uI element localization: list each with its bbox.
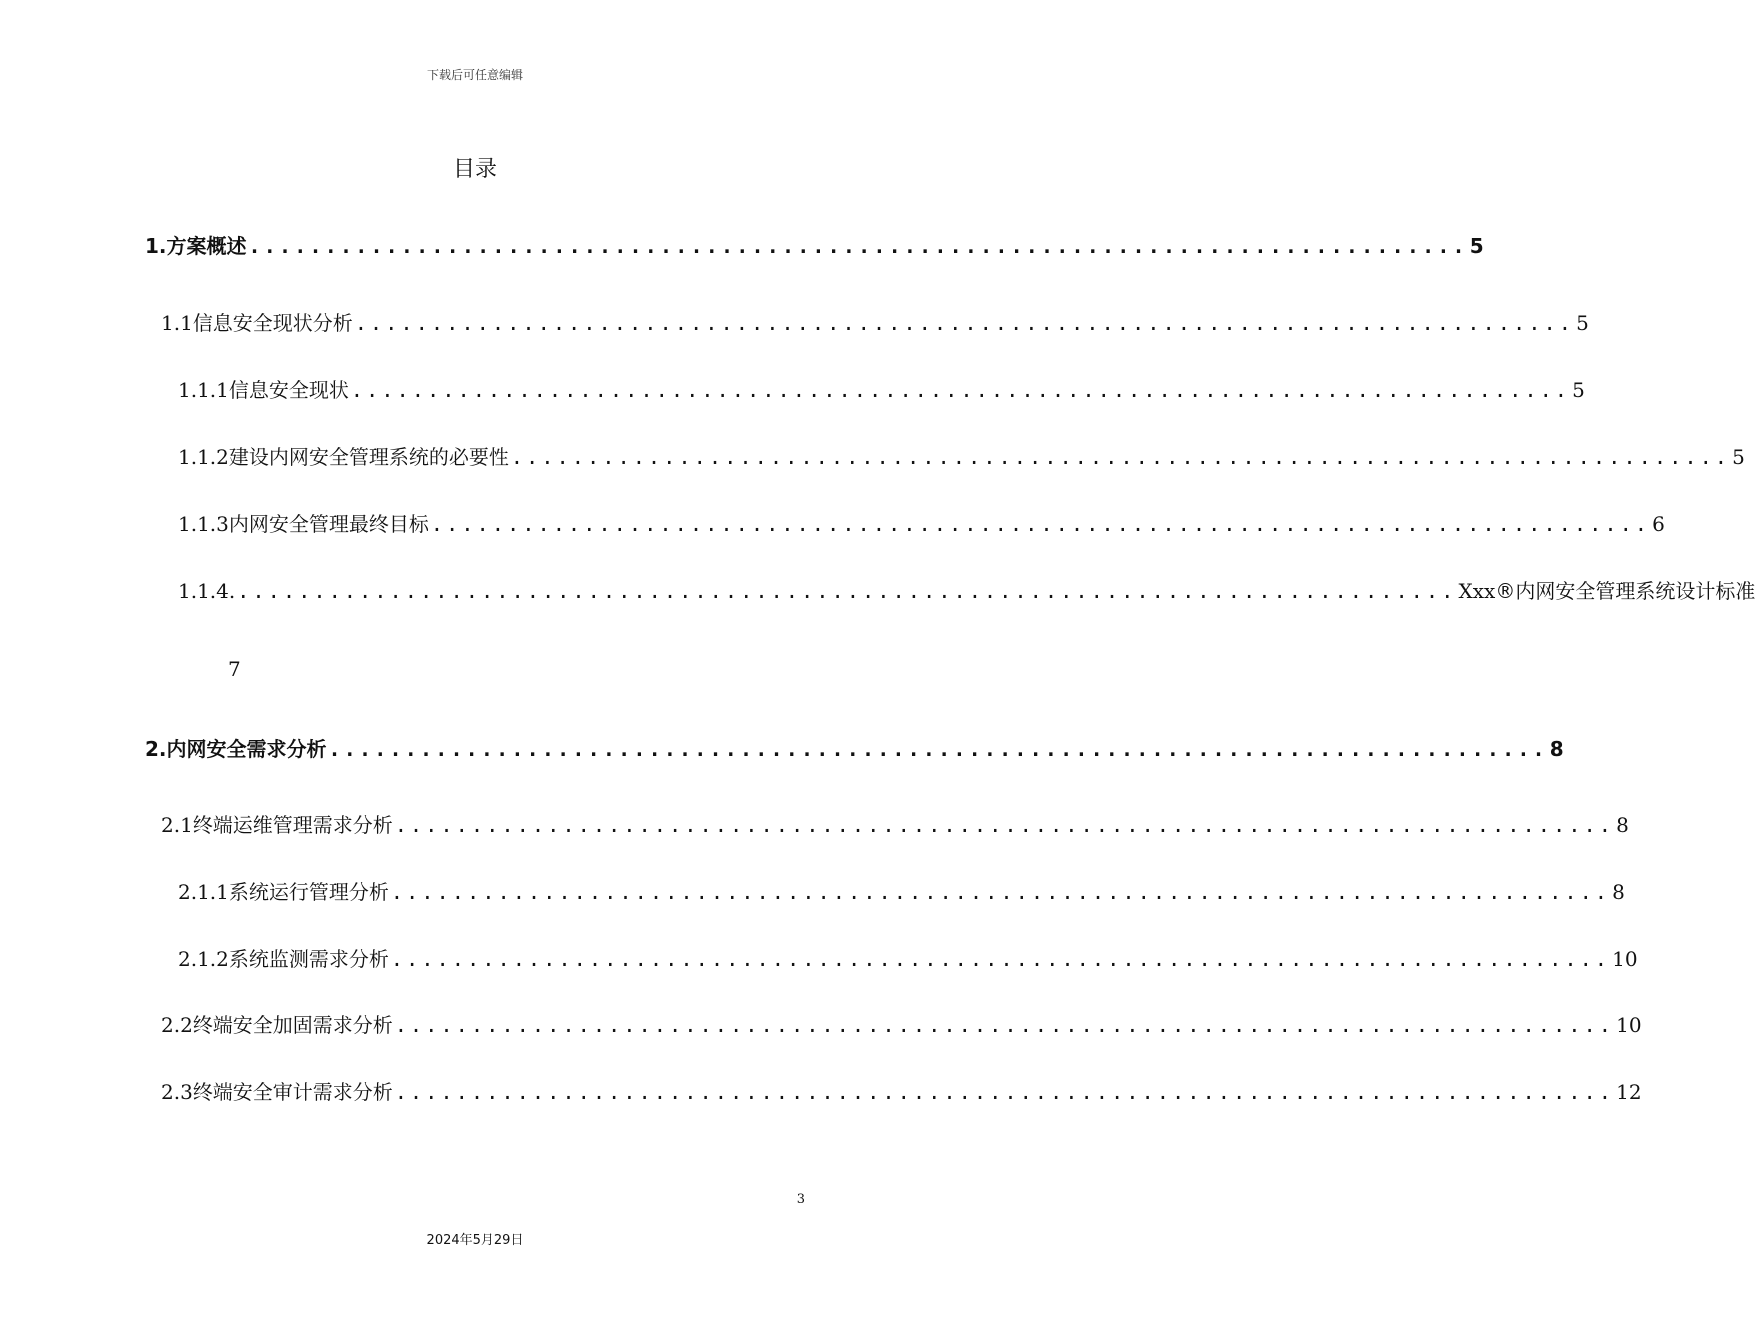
toc-leader-dots: ................................................................................: [390, 947, 1611, 971]
toc-entry[interactable]: [161, 307, 1589, 336]
toc-entry-page: 5: [1576, 311, 1589, 335]
toc-entry-page: 8: [1549, 737, 1564, 761]
toc-entry[interactable]: [145, 230, 1484, 259]
toc-entry-number: 1.1.4.: [178, 579, 236, 603]
toc-entry[interactable]: [161, 1009, 1642, 1038]
toc-entry-number: 1.1.3: [178, 512, 229, 536]
toc-entry-page: 5: [1572, 378, 1585, 402]
toc-entry-title: 建设内网安全管理系统的必要性: [228, 445, 509, 469]
toc-entry-number: 2.: [145, 737, 167, 761]
toc-entry[interactable]: [161, 1076, 1642, 1105]
toc-leader-dots: ................................................................................: [394, 1080, 1615, 1104]
toc-entry[interactable]: [178, 876, 1625, 905]
toc-entry-title: 终端安全加固需求分析: [192, 1013, 393, 1037]
toc-entry-number: 2.3: [161, 1080, 193, 1104]
toc-entry-title: 终端运维管理需求分析: [192, 813, 393, 837]
toc-entry[interactable]: [178, 575, 1755, 604]
toc-entry-title: ®内网安全管理系统设计标准: [1495, 579, 1755, 603]
toc-entry-title: 信息安全现状分析: [192, 311, 353, 335]
toc-entry-page: 5: [1469, 234, 1484, 258]
toc-entry-page: 6: [1652, 512, 1665, 536]
toc-entry-number: 1.1: [161, 311, 193, 335]
toc-entry-number: 1.1.2: [178, 445, 229, 469]
page-number: 3: [796, 1192, 805, 1207]
toc-entry-title: 终端安全审计需求分析: [192, 1080, 393, 1104]
toc-entry-title: 方案概述: [166, 234, 247, 258]
toc-entry-title: 内网安全需求分析: [166, 737, 327, 761]
toc-leader-dots: ................................................................................: [394, 813, 1615, 837]
toc-leader-dots: ................................................................................: [430, 512, 1651, 536]
toc-entry[interactable]: [178, 441, 1745, 470]
toc-entry[interactable]: [145, 733, 1564, 762]
toc-entry[interactable]: [178, 508, 1665, 537]
toc-entry-page: 10: [1612, 947, 1638, 971]
toc-entry-page[interactable]: 7: [228, 657, 241, 681]
toc-entry-page: 12: [1616, 1080, 1642, 1104]
toc-entry-number: 1.1.1: [178, 378, 229, 402]
toc-entry[interactable]: [161, 809, 1629, 838]
toc-leader-dots: ................................................................................: [350, 378, 1571, 402]
toc-leader-dots: ................................................................................: [390, 880, 1611, 904]
toc-entry-number: 2.1.2: [178, 947, 229, 971]
toc-entry-title: 系统运行管理分析: [228, 880, 389, 904]
footer-date: 2024年5月29日: [426, 1233, 524, 1248]
toc-entry[interactable]: [178, 374, 1585, 403]
toc-leader-dots: ................................................................................: [248, 234, 1468, 258]
page-header: 下载后可任意编辑: [426, 68, 523, 82]
toc-leader-dots: ................................................................................: [354, 311, 1575, 335]
toc-entry-title: 内网安全管理最终目标: [228, 512, 429, 536]
toc-entry-number: 2.1: [161, 813, 193, 837]
toc-entry-page: 5: [1732, 445, 1745, 469]
toc-entry-title-prefix: Xxx: [1458, 579, 1496, 603]
toc-entry-title: 信息安全现状: [228, 378, 349, 402]
toc-entry-number: 2.1.1: [178, 880, 229, 904]
toc-title: 目录: [452, 157, 497, 182]
toc-entry-page: 8: [1616, 813, 1629, 837]
toc-entry-title: 系统监测需求分析: [228, 947, 389, 971]
toc-entry-page: 8: [1612, 880, 1625, 904]
toc-leader-dots: ................................................................................: [510, 445, 1731, 469]
toc-entry-page: 10: [1616, 1013, 1642, 1037]
toc-leader-dots: ................................................................................: [328, 737, 1548, 761]
toc-leader-dots: ................................................................................: [394, 1013, 1615, 1037]
toc-entry-number: 1.: [145, 234, 167, 258]
toc-entry[interactable]: [178, 943, 1638, 972]
toc-leader-dots: ................................................................................: [237, 579, 1457, 603]
toc-entry-number: 2.2: [161, 1013, 193, 1037]
